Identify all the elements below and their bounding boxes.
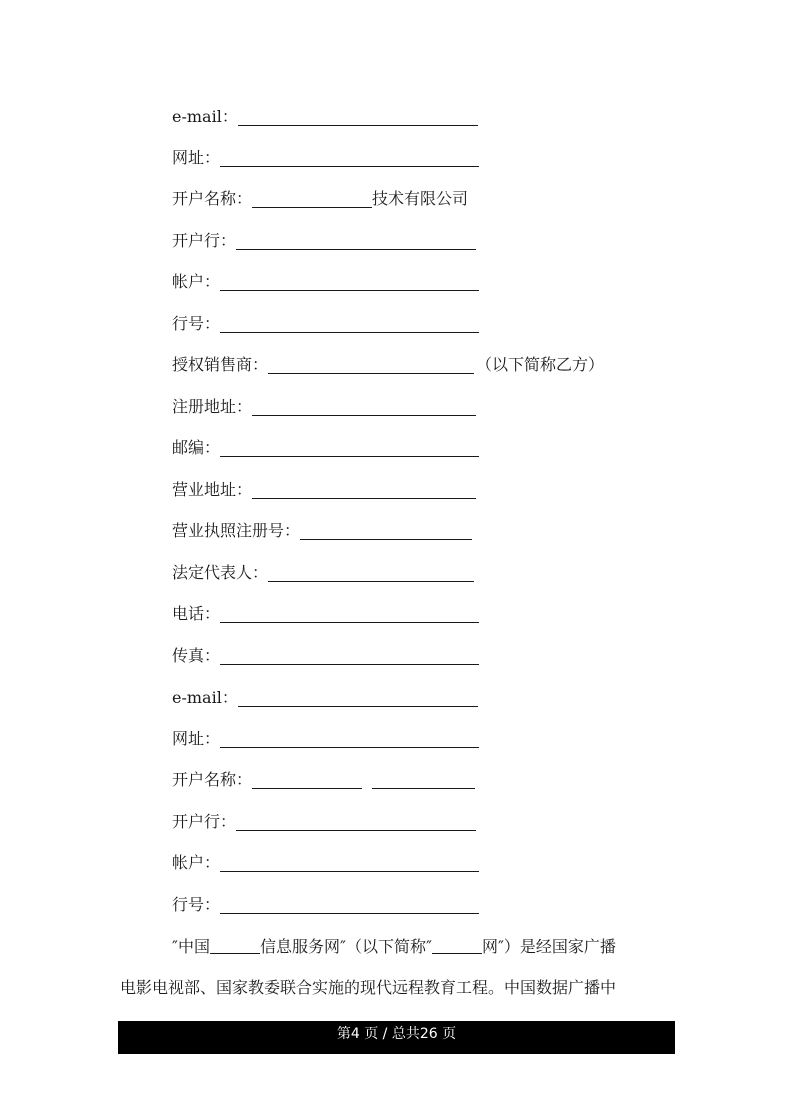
bank-no-label-1: 行号： <box>172 314 221 333</box>
account-name-blank-1[interactable] <box>252 189 372 208</box>
dealer-suffix: （以下简称乙方） <box>476 355 605 374</box>
paragraph-text-c: 网″）是经国家广播 <box>481 937 616 956</box>
email-field-1 <box>172 105 478 129</box>
account-field-2 <box>172 851 479 875</box>
email-blank-1[interactable] <box>238 107 478 126</box>
legal-rep-label: 法定代表人： <box>172 563 269 582</box>
account-label-1: 帐户： <box>172 272 221 291</box>
bank-label-2: 开户行： <box>172 812 237 831</box>
bank-no-label-2: 行号： <box>172 895 221 914</box>
website-field-1 <box>172 146 479 170</box>
reg-address-blank[interactable] <box>252 397 476 416</box>
website-label-1: 网址： <box>172 148 221 167</box>
page-number-text: 第4 页 / 总共26 页 <box>336 1026 457 1042</box>
email-field-2 <box>172 686 478 710</box>
account-label-2: 帐户： <box>172 853 221 872</box>
account-name-suffix-1: 技术有限公司 <box>372 189 469 208</box>
license-no-blank[interactable] <box>300 521 472 540</box>
account-field-1 <box>172 270 479 294</box>
fax-label: 传真： <box>172 646 221 665</box>
account-name-field-1 <box>172 187 468 211</box>
bank-no-blank-2[interactable] <box>220 895 479 914</box>
legal-rep-blank[interactable] <box>268 563 474 582</box>
paragraph-blank-2[interactable] <box>432 937 482 954</box>
business-address-label: 营业地址： <box>172 480 253 499</box>
account-blank-1[interactable] <box>220 272 479 291</box>
website-blank-1[interactable] <box>220 148 479 167</box>
dealer-label: 授权销售商： <box>172 355 269 374</box>
bank-no-field-1 <box>172 312 479 336</box>
business-address-blank[interactable] <box>252 480 476 499</box>
paragraph-text-line-2: 电影电视部、国家教委联合实施的现代远程教育工程。中国数据广播中 <box>120 978 617 997</box>
reg-address-label: 注册地址： <box>172 397 253 416</box>
account-name-label-2: 开户名称： <box>172 770 253 789</box>
bank-no-field-2 <box>172 893 479 917</box>
license-no-field <box>172 519 472 543</box>
postcode-field <box>172 436 479 460</box>
phone-label: 电话： <box>172 604 221 623</box>
account-name-field-2 <box>172 768 475 792</box>
bank-blank-1[interactable] <box>236 231 476 250</box>
dealer-blank[interactable] <box>268 355 474 374</box>
reg-address-field <box>172 395 476 419</box>
fax-field <box>172 644 479 668</box>
page-footer <box>118 1021 675 1054</box>
bank-field-1 <box>172 229 476 253</box>
email-label-1: e-mail： <box>172 107 238 126</box>
account-blank-2[interactable] <box>220 853 479 872</box>
paragraph-blank-1[interactable] <box>210 937 260 954</box>
email-blank-2[interactable] <box>238 688 478 707</box>
fax-blank[interactable] <box>220 646 479 665</box>
dealer-field <box>172 353 604 377</box>
bank-field-2 <box>172 810 476 834</box>
phone-blank[interactable] <box>220 604 479 623</box>
body-paragraph-line-2 <box>120 976 616 1000</box>
email-label-2: e-mail： <box>172 688 238 707</box>
license-no-label: 营业执照注册号： <box>172 521 301 540</box>
postcode-blank[interactable] <box>220 438 479 457</box>
website-label-2: 网址： <box>172 729 221 748</box>
paragraph-text-a: ″中国 <box>172 937 210 956</box>
account-name-blank-2b[interactable] <box>372 770 475 789</box>
bank-no-blank-1[interactable] <box>220 314 479 333</box>
body-paragraph-line-1 <box>172 935 616 959</box>
business-address-field <box>172 478 476 502</box>
account-name-label-1: 开户名称： <box>172 189 253 208</box>
postcode-label: 邮编： <box>172 438 221 457</box>
account-name-blank-2a[interactable] <box>252 770 362 789</box>
bank-label-1: 开户行： <box>172 231 237 250</box>
legal-rep-field <box>172 561 474 585</box>
website-field-2 <box>172 727 479 751</box>
website-blank-2[interactable] <box>220 729 479 748</box>
paragraph-text-b: 信息服务网″（以下简称″ <box>259 937 432 956</box>
bank-blank-2[interactable] <box>236 812 476 831</box>
phone-field <box>172 602 479 626</box>
